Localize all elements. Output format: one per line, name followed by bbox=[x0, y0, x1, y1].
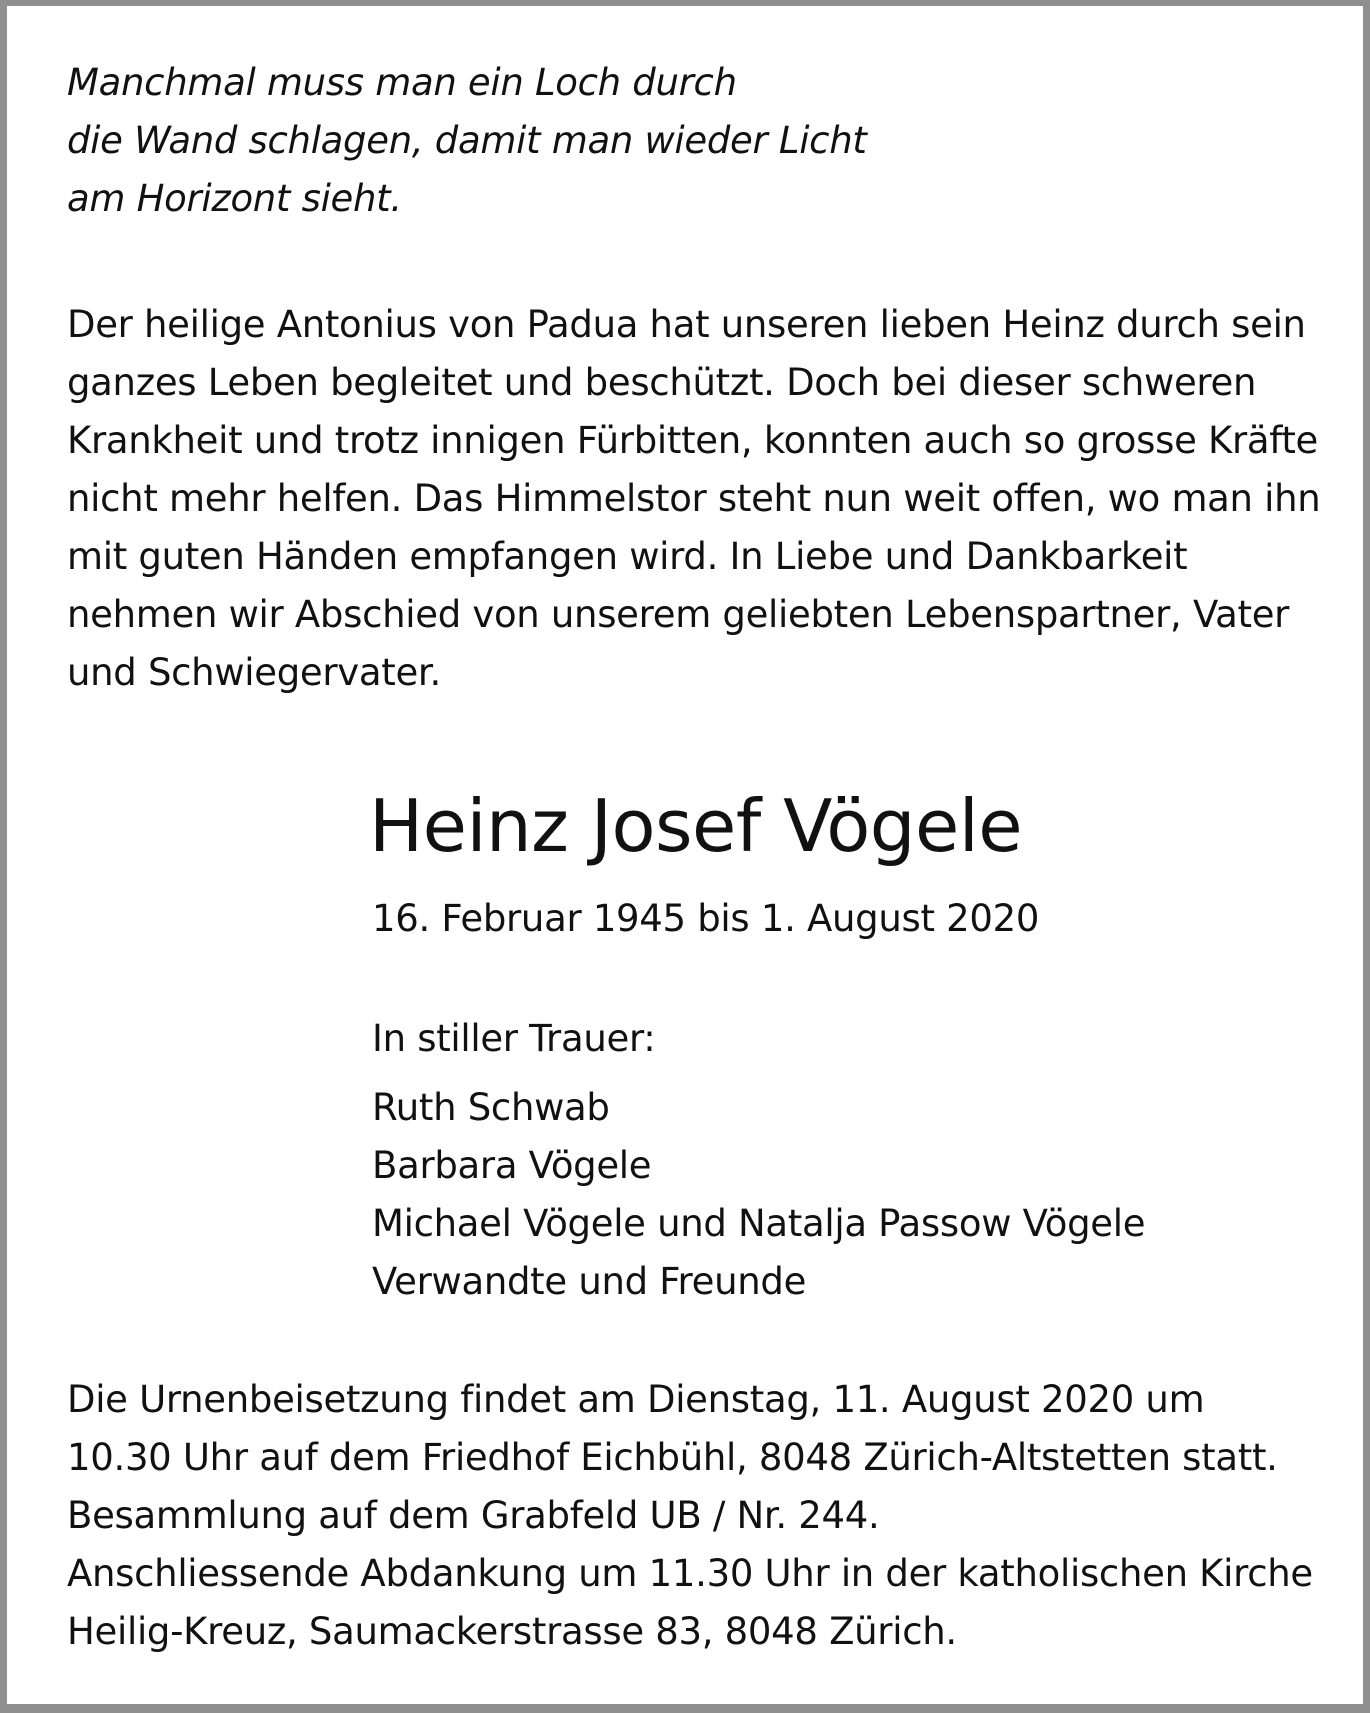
mourner-name: Ruth Schwab bbox=[372, 1086, 610, 1129]
quote-line: Manchmal muss man ein Loch durch bbox=[67, 61, 737, 104]
intro-line: mit guten Händen empfangen wird. In Liebe und Dankbarkeit bbox=[67, 535, 1188, 578]
life-dates: 16. Februar 1945 bis 1. August 2020 bbox=[372, 897, 1040, 940]
service-line: Anschliessende Abdankung um 11.30 Uhr in der katholischen Kirche bbox=[67, 1552, 1313, 1595]
intro-line: nehmen wir Abschied von unserem geliebten Lebenspartner, Vater bbox=[67, 593, 1290, 636]
service-line: Die Urnenbeisetzung findet am Dienstag, 11. August 2020 um bbox=[67, 1378, 1205, 1421]
mourner-name: Barbara Vögele bbox=[372, 1144, 652, 1187]
intro-line: Der heilige Antonius von Padua hat unseren lieben Heinz durch sein bbox=[67, 303, 1306, 346]
service-line: Heilig-Kreuz, Saumackerstrasse 83, 8048 Zürich. bbox=[67, 1610, 957, 1653]
service-line: 10.30 Uhr auf dem Friedhof Eichbühl, 8048 Zürich-Altstetten statt. bbox=[67, 1436, 1278, 1479]
intro-line: und Schwiegervater. bbox=[67, 651, 441, 694]
quote-line: am Horizont sieht. bbox=[67, 177, 402, 220]
mourner-name: Michael Vögele und Natalja Passow Vögele bbox=[372, 1202, 1146, 1245]
intro-line: ganzes Leben begleitet und beschützt. Doch bei dieser schweren bbox=[67, 361, 1257, 404]
intro-line: nicht mehr helfen. Das Himmelstor steht nun weit offen, wo man ihn bbox=[67, 477, 1321, 520]
deceased-name: Heinz Josef Vögele bbox=[369, 784, 1023, 868]
mourning-label: In stiller Trauer: bbox=[372, 1017, 656, 1060]
service-information bbox=[67, 1371, 1313, 1661]
opening-quote bbox=[67, 54, 867, 228]
intro-paragraph bbox=[67, 296, 1320, 702]
quote-line: die Wand schlagen, damit man wieder Licht bbox=[67, 119, 867, 162]
mourner-name: Verwandte und Freunde bbox=[372, 1260, 807, 1303]
intro-line: Krankheit und trotz innigen Fürbitten, konnten auch so grosse Kräfte bbox=[67, 419, 1319, 462]
mourners-list bbox=[372, 1079, 1145, 1311]
service-line: Besammlung auf dem Grabfeld UB / Nr. 244. bbox=[67, 1494, 880, 1537]
